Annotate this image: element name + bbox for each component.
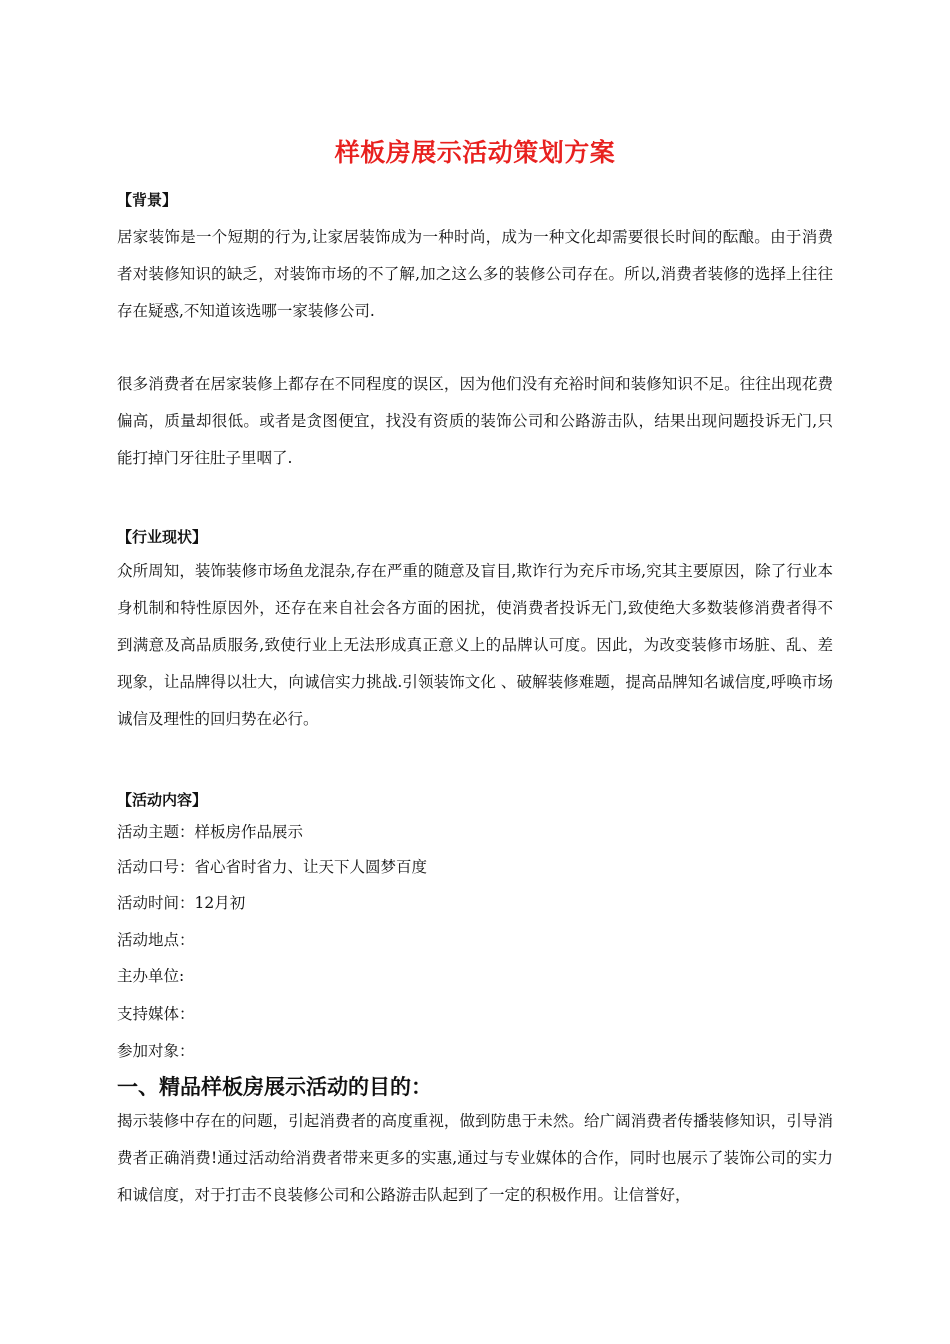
- activity-theme: 活动主题：样板房作品展示: [117, 823, 304, 841]
- activity-time: 活动时间：12月初: [117, 894, 246, 912]
- activity-location: 活动地点：: [117, 931, 195, 949]
- background-paragraph-2: 很多消费者在居家装修上都存在不同程度的误区，因为他们没有充裕时间和装修知识不足。往往出现花费偏高，质量却很低。或者是贪图便宜，找没有资质的装饰公司和公路游击队，结果出现问题投诉无门,只能打掉门牙往肚子里咽了.: [117, 375, 833, 467]
- industry-paragraph: 众所周知，装饰装修市场鱼龙混杂,存在严重的随意及盲目,欺诈行为充斥市场,究其主要原因，除了行业本身机制和特性原因外，还存在来自社会各方面的困扰，使消费者投诉无门,致使绝大多数装修消费者得不到满意及高品质服务,致使行业上无法形成真正意义上的品牌认可度。因此，为改变装修市场脏、乱、差现象，让品牌得以壮大，向诚信实力挑战.引领装饰文化 、破解装修难题，提高品牌知名诚信度,呼唤市场诚信及理性的回归势在必行。: [117, 562, 833, 728]
- activity-media: 支持媒体：: [117, 1005, 195, 1023]
- industry-heading: 【行业现状】: [117, 528, 208, 546]
- activity-heading: 【活动内容】: [117, 791, 208, 809]
- background-heading: 【背景】: [117, 191, 178, 209]
- activity-slogan: 活动口号：省心省时省力、让天下人圆梦百度: [117, 858, 428, 876]
- section-1-paragraph: 揭示装修中存在的问题，引起消费者的高度重视，做到防患于未然。给广阔消费者传播装修知识，引导消费者正确消费!通过活动给消费者带来更多的实惠,通过与专业媒体的合作，同时也展示了装饰公司的实力和诚信度，对于打击不良装修公司和公路游击队起到了一定的积极作用。让信誉好，: [117, 1112, 833, 1204]
- document-title: 样板房展示活动策划方案: [334, 138, 616, 167]
- activity-organizer: 主办单位:: [117, 967, 185, 985]
- section-1-heading: 一、精品样板房展示活动的目的：: [117, 1075, 432, 1099]
- background-paragraph-1: 居家装饰是一个短期的行为,让家居装饰成为一种时尚，成为一种文化却需要很长时间的酝酿。由于消费者对装修知识的缺乏，对装饰市场的不了解,加之这么多的装修公司存在。所以,消费者装修的选择上往往存在疑惑,不知道该选哪一家装修公司.: [117, 228, 833, 320]
- activity-participants: 参加对象：: [117, 1042, 195, 1060]
